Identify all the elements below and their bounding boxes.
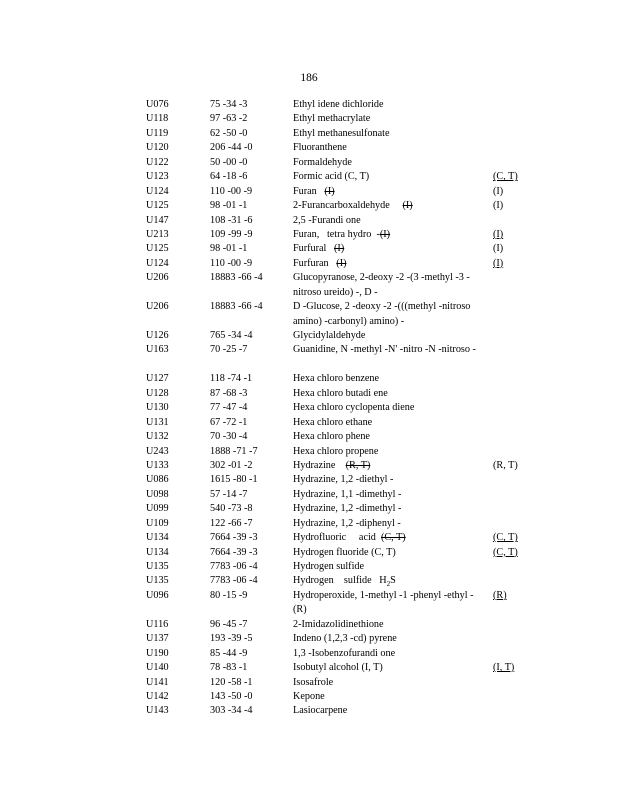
- table-row: [0, 560, 618, 574]
- substance-name-text: Furfuran: [293, 257, 337, 269]
- table-row: [0, 343, 618, 372]
- cas-number: 120 -58 -1: [210, 676, 253, 688]
- cas-number: 87 -68 -3: [210, 387, 248, 399]
- cas-number: 7783 -06 -4: [210, 561, 258, 573]
- waste-code: U109: [146, 517, 169, 529]
- waste-code: U076: [146, 99, 169, 110]
- table-row: [0, 430, 618, 444]
- substance-name: Formaldehyde: [293, 156, 352, 168]
- substance-name: Ethyl methanesulfonate: [293, 127, 390, 139]
- table-row: [0, 156, 618, 170]
- waste-code: U163: [146, 344, 169, 356]
- cas-number: 50 -00 -0: [210, 156, 248, 168]
- table-row: [0, 502, 618, 516]
- substance-name: Ethyl idene dichloride: [293, 99, 384, 110]
- waste-code: U124: [146, 185, 169, 197]
- table-row: [0, 170, 618, 184]
- substance-name: Hydroperoxide, 1-methyl -1 -phenyl -ethyl -(R): [293, 589, 474, 616]
- cas-number: 18883 -66 -4: [210, 301, 263, 313]
- cas-number: 7664 -39 -3: [210, 532, 258, 544]
- substance-name: Hydrogen sulfide: [293, 561, 365, 573]
- cas-number: 98 -01 -1: [210, 243, 248, 255]
- substance-name: [293, 185, 483, 199]
- waste-code: U098: [146, 488, 169, 500]
- cas-number: 1615 -80 -1: [210, 474, 258, 486]
- cas-number: 98 -01 -1: [210, 200, 248, 212]
- substance-name: [293, 459, 483, 473]
- substance-name: Ethyl methacrylate: [293, 113, 371, 125]
- cas-number: 85 -44 -9: [210, 647, 248, 659]
- cas-number: 18883 -66 -4: [210, 272, 263, 284]
- substance-name: Glucopyranose, 2-deoxy -2 -(3 -methyl -3 -nitroso ureido) -, D -: [293, 272, 470, 298]
- waste-code: U125: [146, 200, 169, 212]
- table-row: [0, 445, 618, 459]
- waste-code: U122: [146, 156, 169, 168]
- hazard-code: (I): [493, 228, 504, 240]
- waste-code: U134: [146, 546, 169, 558]
- substance-name-text: Furan, tetra hydro -: [293, 228, 380, 240]
- table-row: [0, 300, 618, 329]
- cas-number: 64 -18 -6: [210, 171, 248, 183]
- hazard-code: (I): [493, 185, 504, 197]
- substance-name: [293, 242, 483, 256]
- cas-number: 143 -50 -0: [210, 691, 253, 702]
- formula-tail: S: [390, 575, 396, 587]
- substance-name: Hydrazine, 1,2 -dimethyl -: [293, 503, 402, 515]
- substance-name: 1,3 -Isobenzofurandi one: [293, 647, 396, 659]
- cas-number: 70 -30 -4: [210, 431, 248, 443]
- substance-name: Hexa chloro propene: [293, 445, 379, 457]
- struck-hazard: (I): [379, 228, 391, 240]
- table-row: [0, 387, 618, 401]
- hazard-code: (I): [493, 243, 504, 255]
- hazard-code: (C, T): [493, 532, 518, 544]
- cas-number: 302 -01 -2: [210, 459, 253, 471]
- waste-code: U131: [146, 416, 169, 428]
- cas-number: 1888 -71 -7: [210, 445, 258, 457]
- cas-number: 62 -50 -0: [210, 127, 248, 139]
- struck-hazard: (I): [334, 243, 345, 255]
- substance-name: Hexa chloro butadi ene: [293, 387, 388, 399]
- waste-code: U119: [146, 127, 169, 139]
- cas-number: 118 -74 -1: [210, 373, 253, 385]
- substance-name: Fluoranthene: [293, 142, 347, 154]
- page-number: 186: [300, 72, 318, 84]
- waste-code: U096: [146, 589, 169, 601]
- struck-hazard: (I): [402, 200, 413, 212]
- substance-name-text: Hydrofluoric acid: [293, 532, 381, 544]
- substance-name: Hexa chloro benzene: [293, 373, 379, 385]
- substance-name: Glycidylaldehyde: [293, 330, 366, 342]
- waste-code: U126: [146, 330, 169, 342]
- table-row: [0, 459, 618, 473]
- table-row: [0, 257, 618, 271]
- waste-code: U133: [146, 459, 169, 471]
- table-row: [0, 329, 618, 343]
- struck-hazard: (R, T): [345, 459, 371, 471]
- cas-number: 97 -63 -2: [210, 113, 248, 125]
- table-row: [0, 531, 618, 545]
- table-row: [0, 488, 618, 502]
- substance-name: Hexa chloro ethane: [293, 416, 373, 428]
- table-row: [0, 473, 618, 487]
- substance-name: [293, 228, 483, 242]
- table-row: [0, 574, 618, 588]
- substance-name: 2,5 -Furandi one: [293, 214, 361, 226]
- table-row: [0, 242, 618, 256]
- table-row: [0, 647, 618, 661]
- cas-number: 540 -73 -8: [210, 503, 253, 515]
- cas-number: 110 -00 -9: [210, 257, 253, 269]
- substance-name: Hydrogen fluoride (C, T): [293, 546, 396, 558]
- cas-number: 303 -34 -4: [210, 705, 253, 717]
- waste-code: U213: [146, 228, 169, 240]
- cas-number: 57 -14 -7: [210, 488, 248, 500]
- table-row: [0, 271, 618, 300]
- substance-name: D -Glucose, 2 -deoxy -2 -(((methyl -nitroso amino) -carbonyl) amino) -: [293, 301, 471, 327]
- table-row: [0, 98, 618, 112]
- substance-name: [293, 574, 483, 588]
- waste-code: U243: [146, 445, 169, 457]
- substance-name-text: Furan: [293, 185, 325, 197]
- cas-number: 80 -15 -9: [210, 589, 248, 601]
- table-row: [0, 214, 618, 228]
- table-row: [0, 632, 618, 646]
- waste-code: U141: [146, 676, 169, 688]
- cas-number: 70 -25 -7: [210, 344, 248, 356]
- table-row: [0, 416, 618, 430]
- substance-name: Guanidine, N -methyl -N' -nitro -N -nitroso -: [293, 344, 476, 356]
- table-row: [0, 704, 618, 718]
- table-row: [0, 185, 618, 199]
- cas-number: 108 -31 -6: [210, 214, 253, 226]
- cas-number: 77 -47 -4: [210, 402, 248, 414]
- substance-name-text: Furfural: [293, 243, 335, 255]
- table-row: [0, 546, 618, 560]
- substance-name: Indeno (1,2,3 -cd) pyrene: [293, 633, 397, 645]
- waste-code: U118: [146, 113, 169, 125]
- hazard-code: (R): [493, 589, 507, 601]
- hazard-code: (I, T): [493, 662, 515, 674]
- table-row: [0, 112, 618, 126]
- table-row: [0, 618, 618, 632]
- waste-code-table: [0, 98, 618, 719]
- hazard-code: (I): [493, 200, 504, 212]
- waste-code: U086: [146, 474, 169, 486]
- waste-code: U132: [146, 431, 169, 443]
- table-row: [0, 589, 618, 618]
- cas-number: 78 -83 -1: [210, 662, 248, 674]
- waste-code: U137: [146, 633, 169, 645]
- waste-code: U140: [146, 662, 169, 674]
- substance-name: Lasiocarpene: [293, 705, 348, 717]
- cas-number: 110 -00 -9: [210, 185, 253, 197]
- substance-name: Hydrazine, 1,2 -diphenyl -: [293, 517, 401, 529]
- substance-name-text: Hydrazine: [293, 459, 346, 471]
- waste-code: U134: [146, 532, 169, 544]
- waste-code: U206: [146, 301, 169, 313]
- table-row: [0, 690, 618, 704]
- waste-code: U123: [146, 171, 169, 183]
- struck-hazard: (I): [336, 257, 347, 269]
- cas-number: 206 -44 -0: [210, 142, 253, 154]
- substance-name: 2-Imidazolidinethione: [293, 618, 384, 630]
- waste-code: U128: [146, 387, 169, 399]
- table-row: [0, 372, 618, 386]
- table-row: [0, 517, 618, 531]
- hazard-code: (I): [493, 257, 504, 269]
- table-row: [0, 199, 618, 213]
- substance-name: Formic acid (C, T): [293, 171, 370, 183]
- waste-code: U130: [146, 402, 169, 414]
- cas-number: 109 -99 -9: [210, 228, 253, 240]
- substance-name: [293, 257, 483, 271]
- table-row: [0, 401, 618, 415]
- substance-name-text: 2-Furancarboxaldehyde: [293, 200, 403, 212]
- waste-code: U135: [146, 561, 169, 573]
- struck-hazard: (I): [324, 185, 335, 197]
- substance-name: [293, 531, 483, 545]
- waste-code: U190: [146, 647, 169, 659]
- waste-code: U127: [146, 373, 169, 385]
- cas-number: 67 -72 -1: [210, 416, 248, 428]
- cas-number: 765 -34 -4: [210, 330, 253, 342]
- struck-hazard: (C, T): [380, 532, 406, 544]
- waste-code: U147: [146, 214, 169, 226]
- substance-name-text: Hydrogen sulfide H: [293, 575, 387, 587]
- waste-code: U120: [146, 142, 169, 154]
- cas-number: 7783 -06 -4: [210, 575, 258, 587]
- substance-name: Isobutyl alcohol (I, T): [293, 662, 383, 674]
- cas-number: 7664 -39 -3: [210, 546, 258, 558]
- waste-code: U124: [146, 257, 169, 269]
- cas-number: 122 -66 -7: [210, 517, 253, 529]
- cas-number: 75 -34 -3: [210, 99, 248, 110]
- hazard-code: (C, T): [493, 546, 518, 558]
- waste-code: U142: [146, 691, 169, 702]
- table-row: [0, 127, 618, 141]
- formula-subscript: 2: [386, 580, 391, 589]
- cas-number: 96 -45 -7: [210, 618, 248, 630]
- substance-name: [293, 199, 483, 213]
- waste-code: U099: [146, 503, 169, 515]
- substance-name: Isosafrole: [293, 676, 334, 688]
- substance-name: Hydrazine, 1,1 -dimethyl -: [293, 488, 402, 500]
- cas-number: 193 -39 -5: [210, 633, 253, 645]
- table-row: [0, 141, 618, 155]
- substance-name: Hydrazine, 1,2 -diethyl -: [293, 474, 394, 486]
- hazard-code: (C, T): [493, 171, 518, 183]
- substance-name: Hexa chloro cyclopenta diene: [293, 402, 415, 414]
- waste-code: U143: [146, 705, 169, 717]
- waste-code: U125: [146, 243, 169, 255]
- substance-name: Kepone: [293, 691, 325, 702]
- waste-code: U206: [146, 272, 169, 284]
- waste-code: U135: [146, 575, 169, 587]
- hazard-code: (R, T): [493, 459, 518, 471]
- table-row: [0, 676, 618, 690]
- table-row: [0, 228, 618, 242]
- table-row: [0, 661, 618, 675]
- substance-name: Hexa chloro phene: [293, 431, 370, 443]
- waste-code: U116: [146, 618, 169, 630]
